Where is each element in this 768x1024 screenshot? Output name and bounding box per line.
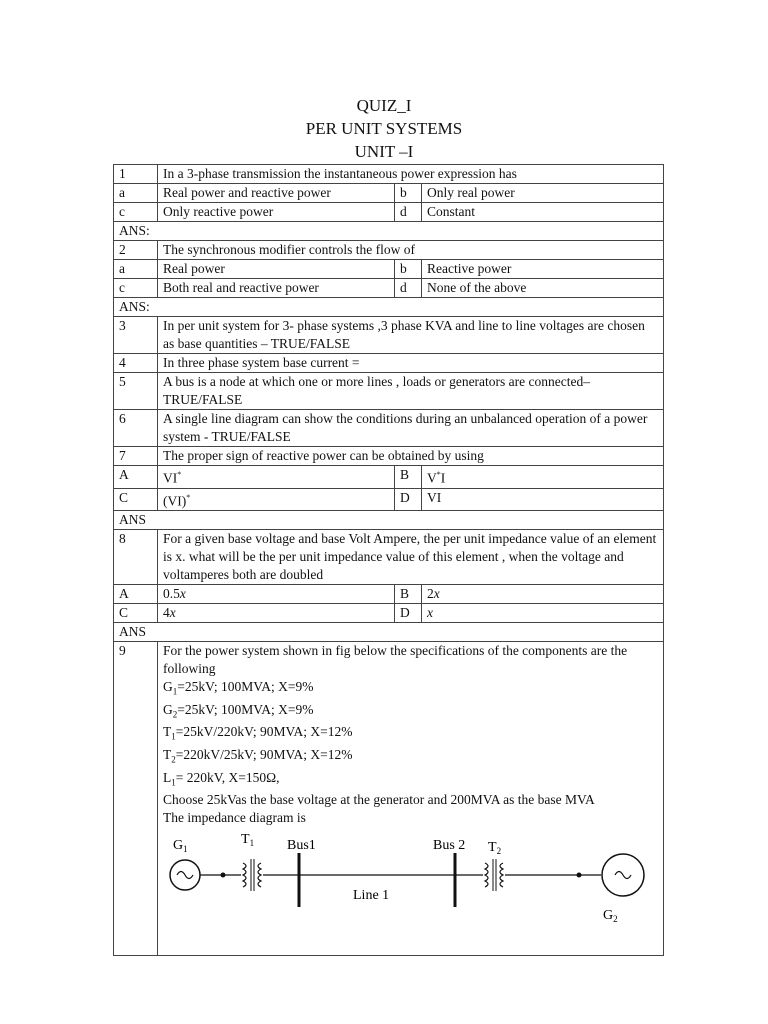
option-text: Real power (158, 260, 395, 279)
option-key: B (395, 585, 422, 604)
option-key: a (114, 260, 158, 279)
sine-icon (615, 872, 631, 879)
option-key: C (114, 488, 158, 511)
option-text: V*I (422, 466, 664, 489)
option-key: c (114, 203, 158, 222)
answer-row (114, 298, 664, 317)
option-key: A (114, 466, 158, 489)
option-row (114, 260, 664, 279)
label-g1: $G_1$ (173, 838, 188, 855)
option-key: d (395, 279, 422, 298)
spec-t1: $T_1=25kV/220kV$; 90MVA; X=12% (163, 724, 353, 743)
question-number: 4 (114, 354, 158, 373)
diagram-svg (163, 827, 663, 955)
option-text: (VI)* (158, 488, 395, 511)
quiz-subject: PER UNIT SYSTEMS (305, 119, 463, 138)
option-row (114, 466, 664, 489)
option-key: a (114, 184, 158, 203)
option-text: VI (422, 488, 664, 511)
question-number: 3 (114, 317, 158, 354)
spec-t2: $T_2=220kV/25kV$; 90MVA; X=12% (163, 747, 353, 765)
option-row (114, 203, 664, 222)
sine-icon (177, 872, 193, 879)
option-text: Only real power (422, 184, 664, 203)
option-text: Real power and reactive power (158, 184, 395, 203)
question-number: 6 (114, 410, 158, 447)
label-bus2: Bus 2 (433, 838, 466, 854)
question-number: 8 (114, 530, 158, 585)
answer-label: ANS: (114, 222, 664, 241)
question-number: 1 (114, 165, 158, 184)
question-row (114, 373, 664, 410)
option-text: x (422, 604, 664, 623)
question-text: The synchronous modifier controls the flow of (158, 241, 664, 260)
quiz-table (113, 164, 664, 956)
question-text: A bus is a node at which one or more lines , loads or generators are connected– TRUE/FALSE (158, 373, 664, 410)
quiz-unit: UNIT –I (354, 142, 414, 161)
question-row (114, 165, 664, 184)
question-number: 7 (114, 447, 158, 466)
question-row (114, 642, 664, 956)
option-text: None of the above (422, 279, 664, 298)
question-row (114, 354, 664, 373)
question-row (114, 410, 664, 447)
spec-g1: $G_1=25kV$; 100MVA; X=9% (163, 679, 314, 697)
option-text: Both real and reactive power (158, 279, 395, 298)
option-key: c (114, 279, 158, 298)
single-line-diagram (163, 827, 658, 955)
transformer-t1-icon (243, 859, 261, 891)
answer-label: ANS (114, 623, 664, 642)
label-line1: Line 1 (353, 888, 390, 904)
option-row (114, 585, 664, 604)
option-text: VI* (158, 466, 395, 489)
question-text: A single line diagram can show the conditions during an unbalanced operation of a power system - TRUE/FALSE (158, 410, 664, 447)
option-key: b (395, 260, 422, 279)
question-row (114, 241, 664, 260)
option-key: D (395, 488, 422, 511)
question-text: In per unit system for 3- phase systems ,3 phase KVA and line to line voltages are chosen as base quantities – TRUE/FALSE (158, 317, 664, 354)
question-text: The proper sign of reactive power can be obtained by using (158, 447, 664, 466)
option-text: 4x (158, 604, 395, 623)
answer-row (114, 623, 664, 642)
label-g2: $G_2$ (603, 908, 618, 925)
option-text: Only reactive power (158, 203, 395, 222)
question-row (114, 447, 664, 466)
option-row (114, 184, 664, 203)
title-block (0, 94, 768, 163)
option-key: D (395, 604, 422, 623)
question-text (158, 642, 664, 956)
option-row (114, 279, 664, 298)
quiz-title: QUIZ_I (356, 96, 412, 115)
answer-row (114, 222, 664, 241)
answer-label: ANS: (114, 298, 664, 317)
option-key: C (114, 604, 158, 623)
option-key: d (395, 203, 422, 222)
option-row (114, 604, 664, 623)
spec-g2: $G_2=25kV$; 100MVA; X=9% (163, 701, 314, 720)
label-t1: $T_1$ (241, 832, 255, 849)
option-text: 2x (422, 585, 664, 604)
question-number: 2 (114, 241, 158, 260)
question-line: The impedance diagram is (163, 810, 306, 826)
option-key: B (395, 466, 422, 489)
question-row (114, 530, 664, 585)
label-bus1: Bus1 (287, 838, 316, 854)
question-number: 9 (114, 642, 158, 956)
option-key: A (114, 585, 158, 604)
option-text: 0.5x (158, 585, 395, 604)
option-key: b (395, 184, 422, 203)
question-row (114, 317, 664, 354)
option-row (114, 488, 664, 511)
question-text: In three phase system base current = (158, 354, 664, 373)
question-line: Choose 25kVas the base voltage at the generator and 200MVA as the base MVA (163, 792, 595, 808)
question-line: For the power system shown in fig below the specifications of the components are the following (163, 643, 628, 676)
option-text: Constant (422, 203, 664, 222)
spec-l1: $L_1= 220kV$, X=150Ω, (163, 769, 280, 788)
label-t2: $T_2$ (488, 840, 502, 857)
question-text: In a 3-phase transmission the instantaneous power expression has (158, 165, 664, 184)
answer-label: ANS (114, 511, 664, 530)
option-text: Reactive power (422, 260, 664, 279)
answer-row (114, 511, 664, 530)
question-text: For a given base voltage and base Volt Ampere, the per unit impedance value of an element is x. what will be the per unit impedance value of this element , when the voltage and voltamperes both are doubled (158, 530, 664, 585)
question-number: 5 (114, 373, 158, 410)
transformer-t2-icon (485, 859, 503, 891)
